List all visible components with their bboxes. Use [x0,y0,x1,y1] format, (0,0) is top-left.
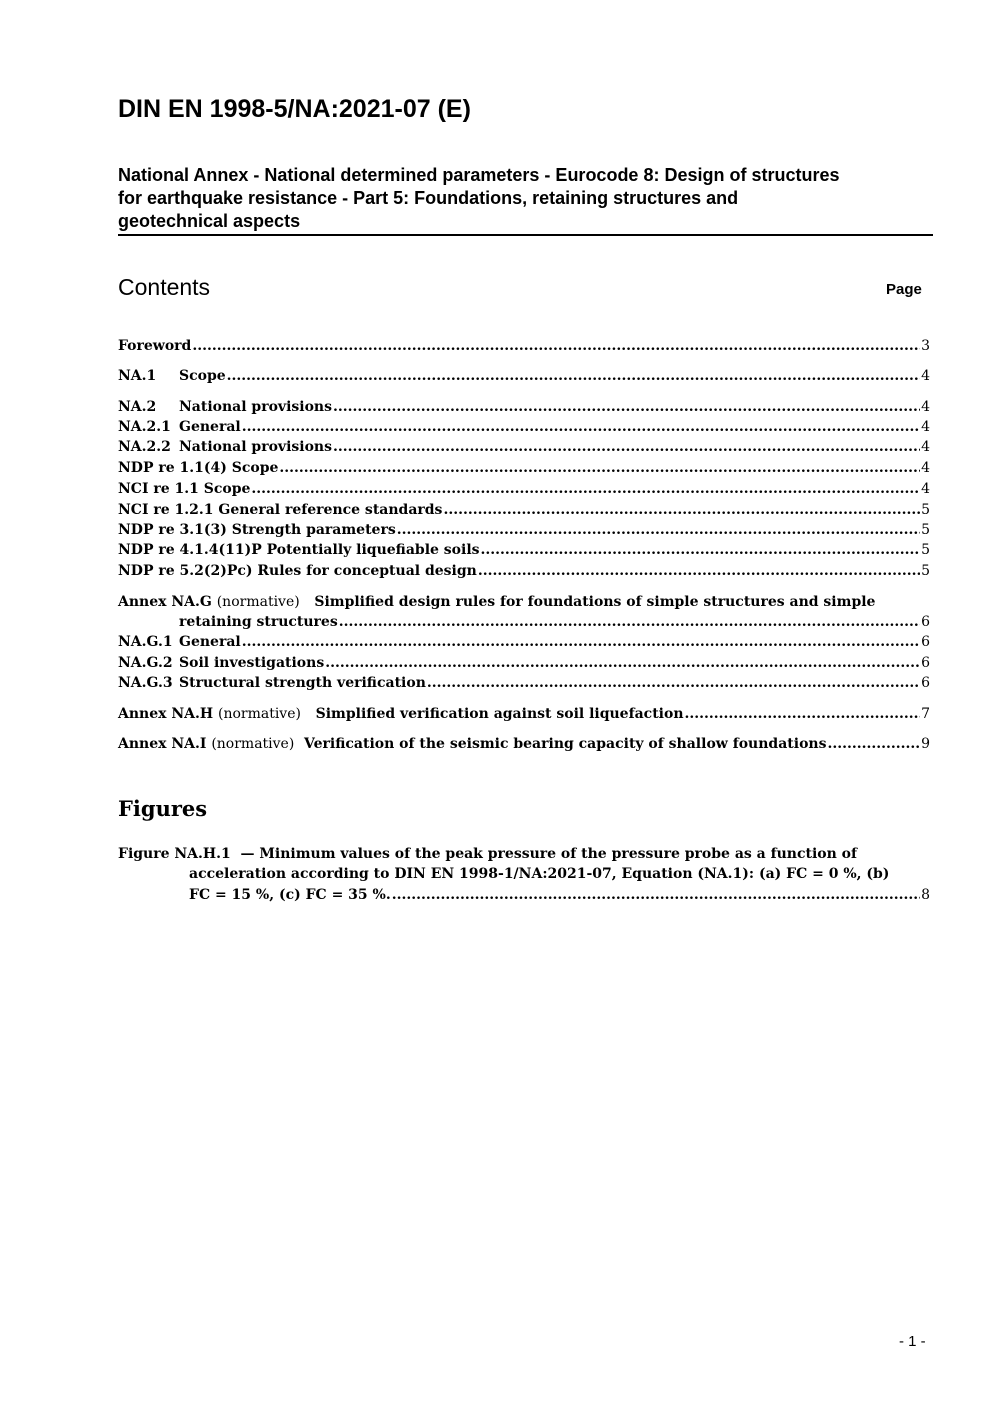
toc-entry-ndp-4-1-4[interactable] [118,540,930,560]
toc-entry-number: NA.2.1 [118,419,171,435]
toc-leader [481,540,921,560]
toc-entry-na2-1[interactable] [118,417,930,437]
toc-entry-title: General [179,634,241,650]
toc-entry-page: 3 [921,338,930,354]
toc-leader [242,632,920,652]
toc-entry-na2-2[interactable] [118,437,930,457]
figure-entry-page: 8 [921,887,930,903]
figure-entry-line2 [189,864,889,884]
toc-entry-page: 6 [921,675,930,691]
toc-entry-title: NDP re 1.1(4) Scope [118,460,279,476]
figure-entry-caption: acceleration according to DIN EN 1998-1/NA:2021-07, Equation (NA.1): (a) FC = 0 %, (b) [189,866,890,882]
toc-entry-page: 6 [921,655,930,671]
toc-entry-page: 9 [921,736,930,752]
toc-entry-qualifier: (normative) [217,706,301,722]
toc-entry-page: 5 [921,563,930,579]
subtitle-line: for earthquake resistance - Part 5: Foundations, retaining structures and [118,188,739,208]
toc-entry-ndp-1-1-4[interactable] [118,458,930,478]
toc-entry-title: Soil investigations [179,655,325,671]
toc-entry-title: Foreword [118,338,192,354]
toc-leader [333,397,920,417]
toc-entry-title: Simplified design rules for foundations of simple structures and simple [314,594,876,610]
toc-leader [333,437,920,457]
toc-entry-ndp-3-1-3[interactable] [118,520,930,540]
toc-entry-title: National provisions [179,399,332,415]
toc-entry-title: NCI re 1.1 Scope [118,481,251,497]
figure-entry-line1[interactable] [118,844,857,864]
figure-entry-na-h-1[interactable] [189,885,930,905]
toc-entry-page: 4 [921,419,930,435]
toc-entry-title: Verification of the seismic bearing capacity of shallow foundations [304,736,827,752]
toc-entry-title: Simplified verification against soil liquefaction [315,706,684,722]
toc-entry-title: National provisions [179,439,332,455]
toc-entry-nag2[interactable] [118,653,930,673]
toc-entry-number: NA.G.2 [118,655,173,671]
toc-entry-title: retaining structures [179,614,338,630]
toc-entry-qualifier: (normative) [216,594,300,610]
toc-entry-annex-h[interactable] [118,704,930,724]
toc-entry-qualifier: (normative) [211,736,295,752]
toc-entry-title: NDP re 3.1(3) Strength parameters [118,522,396,538]
toc-entry-page: 4 [921,399,930,415]
toc-entry-title: General [179,419,241,435]
page-number: - 1 - [899,1333,926,1350]
toc-entry-number: NA.2 [118,399,157,415]
toc-entry-annex-g-line1[interactable] [118,592,875,612]
toc-entry-title: Scope [179,368,226,384]
toc-leader [227,366,920,386]
toc-entry-na1[interactable] [118,366,930,386]
toc-entry-page: 7 [921,706,930,722]
subtitle-line: National Annex - National determined parameters - Eurocode 8: Design of structures [118,165,840,185]
toc-entry-number: Annex NA.H [118,706,214,722]
page-column-label: Page [886,281,922,298]
toc-entry-title: NDP re 5.2(2)Pc) Rules for conceptual design [118,563,477,579]
toc-entry-nag3[interactable] [118,673,930,693]
toc-leader [827,734,920,754]
toc-entry-page: 5 [921,522,930,538]
toc-entry-page: 6 [921,614,930,630]
toc-entry-number: NA.G.3 [118,675,173,691]
toc-leader [397,520,920,540]
toc-entry-page: 5 [921,502,930,518]
toc-entry-page: 5 [921,542,930,558]
toc-leader [192,336,920,356]
toc-entry-nci-1-1[interactable] [118,479,930,499]
toc-entry-foreword[interactable] [118,336,930,356]
toc-entry-number: NA.2.2 [118,439,171,455]
toc-entry-page: 4 [921,368,930,384]
figures-heading: Figures [118,796,208,821]
toc-leader [325,653,920,673]
toc-leader [392,885,920,905]
toc-entry-page: 4 [921,439,930,455]
toc-entry-ndp-5-2-2[interactable] [118,561,930,581]
contents-heading: Contents [118,274,211,300]
toc-leader [251,479,920,499]
toc-leader [339,612,920,632]
toc-entry-title: NDP re 4.1.4(11)P Potentially liquefiable soils [118,542,480,558]
toc-leader [443,500,920,520]
toc-entry-title: Structural strength verification [179,675,426,691]
toc-entry-number: NA.1 [118,368,157,384]
toc-leader [242,417,920,437]
toc-entry-number: Annex NA.I [118,736,207,752]
toc-entry-page: 4 [921,481,930,497]
toc-entry-number: NA.G.1 [118,634,173,650]
figure-entry-caption: — Minimum values of the peak pressure of the pressure probe as a function of [240,846,858,862]
toc-entry-page: 4 [921,460,930,476]
toc-entry-nci-1-2-1[interactable] [118,500,930,520]
toc-leader [427,673,920,693]
subtitle-line: geotechnical aspects [118,211,301,231]
toc-entry-number: Annex NA.G [118,594,212,610]
document-subtitle [118,164,933,236]
toc-entry-annex-g[interactable] [179,612,930,632]
figure-entry-caption: FC = 15 %, (c) FC = 35 %. [189,887,391,903]
toc-leader [279,458,920,478]
toc-entry-annex-i[interactable] [118,734,930,754]
toc-entry-title: NCI re 1.2.1 General reference standards [118,502,443,518]
toc-leader [478,561,920,581]
document-title: DIN EN 1998-5/NA:2021-07 (E) [118,95,471,123]
toc-entry-page: 6 [921,634,930,650]
toc-entry-nag1[interactable] [118,632,930,652]
toc-entry-na2[interactable] [118,397,930,417]
toc-leader [685,704,921,724]
figure-entry-label: Figure NA.H.1 [118,846,231,862]
